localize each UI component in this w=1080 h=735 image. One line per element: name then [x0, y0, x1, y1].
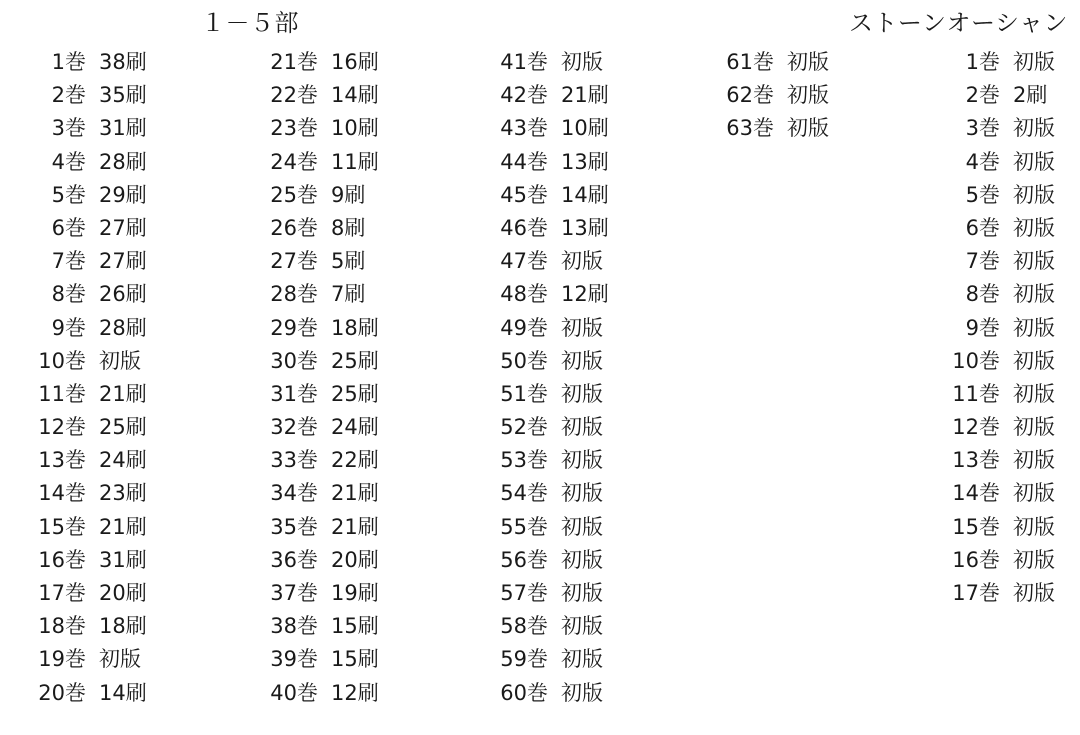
list-item: [864, 378, 1080, 411]
list-item: [0, 278, 216, 311]
list-item: [216, 544, 432, 577]
volume-label: 55巻: [500, 514, 548, 539]
column-3: [432, 46, 648, 710]
columns-container: [0, 46, 1080, 710]
volume-label: 16巻: [38, 547, 86, 572]
print-edition-label: 初版: [787, 50, 829, 74]
print-edition-label: 18刷: [331, 315, 379, 340]
list-item: [216, 345, 432, 378]
print-edition-label: 初版: [561, 50, 603, 74]
volume-label: 13巻: [38, 448, 86, 473]
volume-label: 6巻: [51, 215, 86, 240]
list-item: [0, 411, 216, 444]
list-item: [216, 378, 432, 411]
list-item: [0, 610, 216, 643]
volume-label: 12巻: [38, 415, 86, 440]
list-item: [216, 444, 432, 477]
list-item: [648, 79, 864, 112]
print-edition-label: 14刷: [99, 680, 147, 705]
volume-label: 27巻: [270, 249, 318, 274]
print-edition-label: 初版: [1013, 514, 1055, 539]
volume-label: 5巻: [965, 182, 1000, 207]
print-edition-label: 25刷: [331, 381, 379, 406]
print-edition-label: 10刷: [561, 116, 609, 141]
print-edition-label: 35刷: [99, 83, 147, 108]
list-item: [864, 511, 1080, 544]
print-edition-label: 初版: [787, 83, 829, 108]
list-item: [0, 544, 216, 577]
list-item: [216, 278, 432, 311]
list-item: [0, 345, 216, 378]
column-5: [864, 46, 1080, 610]
volume-label: 56巻: [500, 547, 548, 572]
list-item: [432, 312, 648, 345]
volume-label: 19巻: [38, 647, 86, 672]
print-edition-label: 25刷: [99, 415, 147, 440]
list-item: [216, 577, 432, 610]
volume-label: 53巻: [500, 448, 548, 473]
print-edition-label: 初版: [1013, 149, 1055, 174]
list-item: [864, 345, 1080, 378]
print-edition-label: 31刷: [99, 116, 147, 141]
list-item: [216, 212, 432, 245]
print-edition-label: 11刷: [331, 149, 379, 174]
volume-label: 18巻: [38, 614, 86, 639]
list-item: [432, 610, 648, 643]
print-edition-label: 29刷: [99, 182, 147, 207]
print-edition-label: 21刷: [331, 481, 379, 506]
print-edition-label: 10刷: [331, 116, 379, 141]
print-edition-label: 19刷: [331, 581, 379, 605]
volume-label: 29巻: [270, 315, 318, 340]
print-edition-label: 初版: [1013, 249, 1055, 274]
volume-label: 30巻: [270, 348, 318, 373]
list-item: [216, 677, 432, 710]
print-edition-label: 12刷: [561, 282, 609, 307]
list-item: [216, 112, 432, 145]
list-item: [0, 79, 216, 112]
list-item: [216, 245, 432, 278]
list-item: [0, 46, 216, 79]
print-edition-label: 初版: [1013, 315, 1055, 340]
print-edition-label: 21刷: [99, 381, 147, 406]
list-item: [864, 46, 1080, 79]
list-item: [864, 112, 1080, 145]
print-edition-label: 23刷: [99, 481, 147, 506]
list-item: [432, 179, 648, 212]
volume-label: 58巻: [500, 614, 548, 639]
volume-label: 38巻: [270, 614, 318, 639]
list-item: [216, 179, 432, 212]
list-item: [864, 212, 1080, 245]
print-edition-label: 初版: [561, 647, 603, 672]
print-edition-label: 15刷: [331, 647, 379, 672]
volume-label: 15巻: [38, 514, 86, 539]
list-item: [864, 146, 1080, 179]
volume-label: 26巻: [270, 215, 318, 240]
print-edition-label: 22刷: [331, 448, 379, 473]
volume-label: 1巻: [965, 50, 1000, 74]
list-item: [432, 577, 648, 610]
print-edition-label: 24刷: [99, 448, 147, 473]
heading-stone-ocean: ストーンオーシャン: [848, 9, 1068, 37]
list-item: [864, 245, 1080, 278]
volume-label: 8巻: [965, 282, 1000, 307]
list-item: [432, 212, 648, 245]
volume-label: 37巻: [270, 581, 318, 605]
print-edition-label: 28刷: [99, 315, 147, 340]
volume-label: 62巻: [726, 83, 774, 108]
list-item: [216, 312, 432, 345]
print-edition-label: 25刷: [331, 348, 379, 373]
volume-label: 10巻: [38, 348, 86, 373]
volume-label: 14巻: [38, 481, 86, 506]
volume-label: 2巻: [965, 83, 1000, 108]
list-item: [216, 46, 432, 79]
print-edition-label: 初版: [561, 581, 603, 605]
list-item: [864, 477, 1080, 510]
volume-label: 51巻: [500, 381, 548, 406]
print-edition-label: 初版: [561, 481, 603, 506]
volume-label: 20巻: [38, 680, 86, 705]
list-item: [432, 643, 648, 676]
list-item: [432, 511, 648, 544]
volume-label: 59巻: [500, 647, 548, 672]
volume-label: 60巻: [500, 680, 548, 705]
list-item: [864, 79, 1080, 112]
volume-label: 41巻: [500, 50, 548, 74]
print-edition-label: 初版: [1013, 348, 1055, 373]
print-edition-label: 16刷: [331, 50, 379, 74]
print-edition-label: 7刷: [331, 282, 366, 307]
list-item: [0, 212, 216, 245]
list-item: [864, 411, 1080, 444]
print-edition-label: 初版: [1013, 215, 1055, 240]
print-edition-label: 15刷: [331, 614, 379, 639]
volume-label: 3巻: [51, 116, 86, 141]
volume-label: 4巻: [51, 149, 86, 174]
volume-label: 57巻: [500, 581, 548, 605]
volume-label: 42巻: [500, 83, 548, 108]
volume-label: 63巻: [726, 116, 774, 141]
volume-label: 43巻: [500, 116, 548, 141]
volume-label: 7巻: [965, 249, 1000, 274]
volume-label: 17巻: [952, 581, 1000, 605]
print-edition-label: 初版: [561, 249, 603, 274]
print-edition-label: 初版: [1013, 448, 1055, 473]
volume-label: 1巻: [51, 50, 86, 74]
list-item: [216, 146, 432, 179]
volume-label: 52巻: [500, 415, 548, 440]
volume-label: 11巻: [38, 381, 86, 406]
list-item: [432, 112, 648, 145]
print-edition-label: 21刷: [331, 514, 379, 539]
print-edition-label: 初版: [561, 614, 603, 639]
list-item: [0, 677, 216, 710]
print-edition-label: 初版: [561, 514, 603, 539]
print-edition-label: 14刷: [561, 182, 609, 207]
list-item: [0, 511, 216, 544]
list-item: [432, 477, 648, 510]
print-edition-label: 5刷: [331, 249, 366, 274]
volume-label: 7巻: [51, 249, 86, 274]
print-edition-label: 初版: [561, 348, 603, 373]
list-item: [864, 544, 1080, 577]
print-edition-label: 初版: [561, 415, 603, 440]
volume-label: 28巻: [270, 282, 318, 307]
print-edition-label: 初版: [1013, 415, 1055, 440]
list-item: [0, 312, 216, 345]
print-edition-label: 8刷: [331, 215, 366, 240]
volume-label: 11巻: [952, 381, 1000, 406]
list-item: [0, 444, 216, 477]
list-item: [432, 245, 648, 278]
volume-label: 10巻: [952, 348, 1000, 373]
volume-label: 46巻: [500, 215, 548, 240]
volume-label: 12巻: [952, 415, 1000, 440]
list-item: [216, 610, 432, 643]
volume-label: 21巻: [270, 50, 318, 74]
list-item: [864, 312, 1080, 345]
list-item: [432, 378, 648, 411]
print-edition-label: 初版: [1013, 50, 1055, 74]
list-item: [216, 79, 432, 112]
print-edition-label: 20刷: [331, 547, 379, 572]
volume-label: 39巻: [270, 647, 318, 672]
volume-label: 9巻: [965, 315, 1000, 340]
volume-label: 44巻: [500, 149, 548, 174]
print-edition-label: 初版: [561, 680, 603, 705]
list-item: [432, 677, 648, 710]
print-edition-label: 初版: [1013, 116, 1055, 141]
print-edition-label: 38刷: [99, 50, 147, 74]
print-edition-label: 初版: [99, 647, 141, 672]
print-edition-label: 初版: [1013, 182, 1055, 207]
list-item: [0, 643, 216, 676]
print-edition-label: 初版: [787, 116, 829, 141]
volume-label: 35巻: [270, 514, 318, 539]
volume-label: 49巻: [500, 315, 548, 340]
list-item: [864, 278, 1080, 311]
volume-label: 50巻: [500, 348, 548, 373]
print-edition-label: 20刷: [99, 581, 147, 605]
volume-label: 34巻: [270, 481, 318, 506]
list-item: [216, 477, 432, 510]
print-edition-label: 21刷: [561, 83, 609, 108]
volume-label: 6巻: [965, 215, 1000, 240]
volume-label: 16巻: [952, 547, 1000, 572]
volume-label: 9巻: [51, 315, 86, 340]
list-item: [216, 643, 432, 676]
print-edition-label: 31刷: [99, 547, 147, 572]
print-edition-label: 9刷: [331, 182, 366, 207]
list-item: [216, 511, 432, 544]
volume-label: 54巻: [500, 481, 548, 506]
print-edition-label: 初版: [1013, 581, 1055, 605]
volume-label: 33巻: [270, 448, 318, 473]
volume-label: 36巻: [270, 547, 318, 572]
list-item: [432, 278, 648, 311]
volume-label: 5巻: [51, 182, 86, 207]
list-item: [648, 112, 864, 145]
volume-label: 48巻: [500, 282, 548, 307]
print-edition-label: 初版: [1013, 481, 1055, 506]
list-item: [864, 444, 1080, 477]
volume-label: 15巻: [952, 514, 1000, 539]
list-item: [0, 179, 216, 212]
heading-parts-1-5: １－５部: [201, 9, 299, 37]
print-edition-label: 初版: [1013, 381, 1055, 406]
list-item: [216, 411, 432, 444]
column-4: [648, 46, 864, 146]
list-item: [648, 46, 864, 79]
print-edition-label: 初版: [561, 381, 603, 406]
print-edition-label: 28刷: [99, 149, 147, 174]
column-2: [216, 46, 432, 710]
print-edition-label: 21刷: [99, 514, 147, 539]
volume-label: 13巻: [952, 448, 1000, 473]
list-item: [432, 444, 648, 477]
list-item: [432, 411, 648, 444]
print-edition-label: 14刷: [331, 83, 379, 108]
list-item: [432, 79, 648, 112]
volume-label: 32巻: [270, 415, 318, 440]
list-item: [0, 378, 216, 411]
list-item: [0, 146, 216, 179]
list-item: [432, 345, 648, 378]
list-item: [432, 146, 648, 179]
volume-label: 2巻: [51, 83, 86, 108]
print-edition-label: 24刷: [331, 415, 379, 440]
print-edition-label: 初版: [99, 348, 141, 373]
print-edition-label: 27刷: [99, 249, 147, 274]
print-edition-label: 初版: [1013, 282, 1055, 307]
volume-label: 4巻: [965, 149, 1000, 174]
volume-label: 23巻: [270, 116, 318, 141]
volume-label: 25巻: [270, 182, 318, 207]
print-edition-label: 26刷: [99, 282, 147, 307]
volume-label: 40巻: [270, 680, 318, 705]
print-edition-label: 初版: [1013, 547, 1055, 572]
volume-label: 14巻: [952, 481, 1000, 506]
list-item: [432, 46, 648, 79]
print-edition-label: 13刷: [561, 215, 609, 240]
volume-label: 31巻: [270, 381, 318, 406]
volume-label: 61巻: [726, 50, 774, 74]
volume-label: 24巻: [270, 149, 318, 174]
volume-label: 17巻: [38, 581, 86, 605]
print-edition-label: 13刷: [561, 149, 609, 174]
headings-row: [0, 0, 1080, 46]
list-item: [864, 577, 1080, 610]
volume-label: 8巻: [51, 282, 86, 307]
volume-label: 3巻: [965, 116, 1000, 141]
list-item: [0, 245, 216, 278]
volume-label: 22巻: [270, 83, 318, 108]
column-1: [0, 46, 216, 710]
list-item: [432, 544, 648, 577]
print-edition-label: 18刷: [99, 614, 147, 639]
print-edition-label: 2刷: [1013, 83, 1048, 108]
print-edition-label: 初版: [561, 448, 603, 473]
print-edition-label: 27刷: [99, 215, 147, 240]
list-item: [864, 179, 1080, 212]
print-edition-label: 初版: [561, 547, 603, 572]
volume-label: 47巻: [500, 249, 548, 274]
list-item: [0, 577, 216, 610]
list-item: [0, 477, 216, 510]
print-edition-label: 12刷: [331, 680, 379, 705]
volume-label: 45巻: [500, 182, 548, 207]
list-item: [0, 112, 216, 145]
print-edition-label: 初版: [561, 315, 603, 340]
